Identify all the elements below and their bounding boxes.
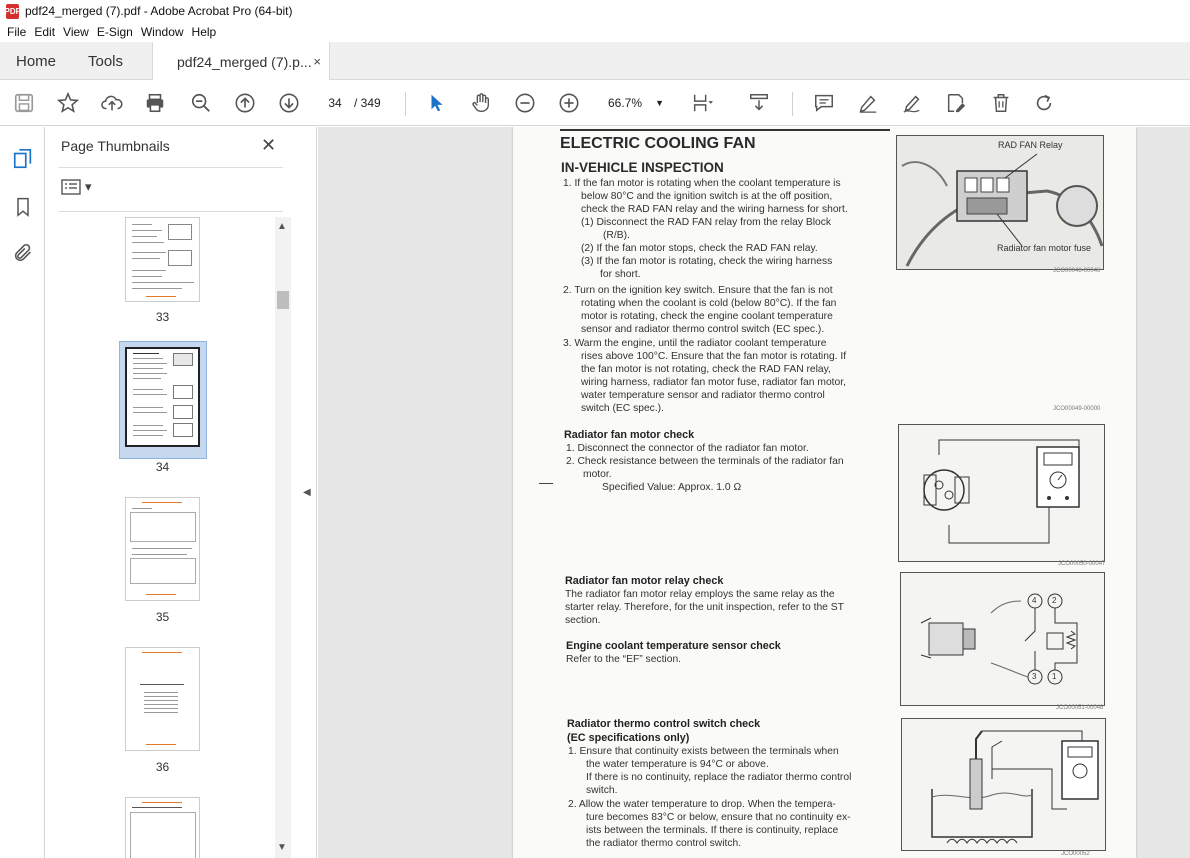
thumbnails-list [45, 217, 291, 858]
left-navigation-rail [0, 127, 45, 858]
pin-label: 3 [1032, 672, 1037, 681]
thumbnail-label: 35 [155, 610, 170, 624]
menu-edit[interactable]: Edit [34, 25, 56, 39]
thumbnail-page[interactable] [125, 497, 200, 601]
scroll-mode-icon[interactable] [747, 91, 771, 115]
thumbnail-figure [173, 405, 193, 419]
zoom-out-search-icon[interactable] [189, 91, 213, 115]
body-text: starter relay. Therefore, for the unit inspection, refer to the ST [565, 602, 844, 613]
delete-trash-icon[interactable] [989, 91, 1013, 115]
toolbar-divider [405, 92, 406, 116]
step-text: water temperature sensor and radiator thermo control [581, 390, 825, 401]
page-number-input[interactable]: 34 [328, 96, 342, 110]
page-display-icon[interactable] [690, 91, 714, 115]
step-text: 2. Allow the water temperature to drop. When the tempera- [568, 799, 836, 810]
zoom-in-icon[interactable] [557, 91, 581, 115]
scroll-down-icon[interactable]: ▼ [277, 842, 287, 853]
list-options-icon [61, 179, 81, 195]
page-thumbnails-icon[interactable] [11, 147, 35, 171]
step-text: check the RAD FAN relay and the wiring harness for short. [581, 204, 848, 215]
document-view[interactable] [318, 127, 1190, 858]
menu-view[interactable]: View [63, 25, 89, 39]
thumbnail-page[interactable] [125, 647, 200, 751]
next-page-icon[interactable] [277, 91, 301, 115]
step-text: (R/B). [603, 230, 630, 241]
fan-motor-resistance-diagram [898, 424, 1105, 562]
thumbnail-table [130, 512, 196, 542]
subsection-heading: Radiator fan motor relay check [565, 575, 724, 587]
thumbnail-figure [173, 423, 193, 437]
step-text: wiring harness, radiator fan motor fuse, radiator fan motor, [581, 377, 846, 388]
scroll-up-icon[interactable]: ▲ [277, 221, 287, 232]
figure-code: JCO00052 [1061, 851, 1090, 857]
thumbnails-scrollbar[interactable] [275, 217, 291, 858]
step-text: 1. If the fan motor is rotating when the coolant temperature is [563, 178, 841, 189]
menu-bar [0, 22, 1190, 42]
thumbnail-page[interactable] [125, 797, 200, 858]
zoom-level-value: 66.7% [608, 96, 643, 110]
figure-code: JCO00050-00047 [1058, 561, 1106, 567]
menu-window[interactable]: Window [140, 25, 184, 39]
thumbnail-label: 36 [155, 760, 170, 774]
step-text: the water temperature is 94°C or above. [586, 759, 769, 770]
step-text: (2) If the fan motor stops, check the RAD FAN relay. [581, 243, 818, 254]
step-text: rotating when the coolant is cold (below 80°C). If the fan [581, 298, 837, 309]
step-text: If there is no continuity, replace the radiator thermo control [586, 772, 852, 783]
toolbar-divider [792, 92, 793, 116]
subsection-heading: Radiator thermo control switch check [567, 718, 761, 730]
step-text: motor is rotating, check the engine coolant temperature [581, 311, 833, 322]
menu-esign[interactable]: E-Sign [96, 25, 133, 39]
step-text: 3. Warm the engine, until the radiator coolant temperature [563, 338, 827, 349]
rotate-icon[interactable] [1032, 91, 1056, 115]
pin-label: 2 [1052, 596, 1057, 605]
thumbnail-figure [168, 224, 192, 240]
pin-label: 4 [1032, 596, 1037, 605]
acrobat-pdf-icon: PDF [6, 4, 19, 19]
menu-file[interactable]: File [7, 25, 27, 39]
step-text: 1. Disconnect the connector of the radiator fan motor. [566, 443, 809, 454]
tab-home[interactable]: Home [16, 52, 57, 70]
thumbnail-page-selected[interactable] [125, 347, 200, 447]
zoom-dropdown-arrow-icon: ▼ [655, 98, 664, 108]
body-text: Refer to the “EF” section. [566, 654, 682, 665]
pdf-page [513, 127, 1136, 858]
attachments-paperclip-icon[interactable] [11, 241, 35, 265]
tab-document[interactable] [152, 42, 330, 81]
step-text: ists between the terminals. If there is continuity, replace [586, 825, 839, 836]
close-panel-icon[interactable]: ✕ [261, 135, 277, 155]
page-heading: ELECTRIC COOLING FAN [560, 135, 756, 152]
thumbnail-label: 33 [155, 310, 170, 324]
panel-divider [59, 211, 283, 212]
subsection-heading: (EC specifications only) [567, 732, 690, 744]
thumbnail-label: 34 [155, 460, 170, 474]
comment-icon[interactable] [812, 91, 836, 115]
section-heading: IN-VEHICLE INSPECTION [561, 160, 724, 175]
thumbnail-table [130, 812, 196, 858]
figure-label: RAD FAN Relay [998, 140, 1063, 150]
zoom-out-icon[interactable] [513, 91, 537, 115]
step-text: sensor and radiator thermo control switch (EC spec.). [581, 324, 825, 335]
step-text: 2. Turn on the ignition key switch. Ensure that the fan is not [563, 285, 833, 296]
menu-help[interactable]: Help [191, 25, 217, 39]
body-text: The radiator fan motor relay employs the same relay as the [565, 589, 835, 600]
figure-code: JCO00048-00046 [1053, 268, 1101, 274]
step-text: ture becomes 83°C or below, ensure that no continuity ex- [586, 812, 851, 823]
step-text: switch. [586, 785, 618, 796]
upload-cloud-icon[interactable] [100, 91, 124, 115]
subsection-heading: Engine coolant temperature sensor check [566, 640, 781, 652]
step-text: 2. Check resistance between the terminals of the radiator fan [566, 456, 844, 467]
step-text: the fan motor is not rotating, check the RAD FAN relay, [581, 364, 831, 375]
fill-sign-icon[interactable] [944, 91, 968, 115]
draw-sign-icon[interactable] [900, 91, 924, 115]
step-text: motor. [583, 469, 612, 480]
thumbnail-options-button[interactable] [61, 179, 92, 195]
spec-value: Specified Value: Approx. 1.0 Ω [602, 482, 742, 493]
zoom-level-dropdown[interactable] [602, 91, 668, 115]
thumbnail-table [130, 558, 196, 584]
thumbnails-panel-title: Page Thumbnails [61, 138, 170, 154]
bookmarks-icon[interactable] [11, 195, 35, 219]
panel-divider [59, 167, 283, 168]
pin-label: 1 [1052, 672, 1057, 681]
thumbnail-figure [168, 250, 192, 266]
toolbar [0, 80, 1190, 126]
tab-tools[interactable]: Tools [88, 52, 124, 70]
scrollbar-thumb[interactable] [277, 291, 289, 309]
hand-tool-icon[interactable] [469, 91, 493, 115]
select-cursor-icon[interactable] [425, 91, 449, 115]
highlight-pen-icon[interactable] [856, 91, 880, 115]
step-text: rises above 100°C. Ensure that the fan motor is rotating. If [581, 351, 847, 362]
thumbnail-page[interactable] [125, 217, 200, 302]
title-bar [0, 0, 1190, 22]
options-arrow-icon: ▾ [85, 179, 92, 194]
previous-page-icon[interactable] [233, 91, 257, 115]
step-text: (1) Disconnect the RAD FAN relay from the relay Block [581, 217, 832, 228]
save-icon[interactable] [12, 91, 36, 115]
figure-code: JCO00051-00048 [1056, 705, 1104, 711]
figure-label: Radiator fan motor fuse [997, 243, 1092, 253]
page-rule [560, 129, 890, 131]
thumbnail-figure [173, 385, 193, 399]
bookmark-star-icon[interactable] [56, 91, 80, 115]
step-text: (3) If the fan motor is rotating, check the wiring harness [581, 256, 833, 267]
window-title: pdf24_merged (7).pdf - Adobe Acrobat Pro (64-bit) [25, 4, 293, 18]
step-text: below 80°C and the ignition switch is at the off position, [581, 191, 833, 202]
collapse-left-icon[interactable]: ◀ [303, 487, 311, 498]
figure-code: JCO00049-00000 [1053, 406, 1101, 412]
margin-mark [539, 483, 553, 484]
print-icon[interactable] [143, 91, 167, 115]
step-text: for short. [600, 269, 641, 280]
collapse-panel-strip[interactable] [297, 127, 317, 858]
relay-schematic-diagram [900, 572, 1105, 706]
step-text: switch (EC spec.). [581, 403, 664, 414]
body-text: section. [565, 615, 601, 626]
thumbnail-figure [173, 353, 193, 366]
tab-close-icon[interactable]: × [313, 54, 321, 69]
subsection-heading: Radiator fan motor check [564, 429, 695, 441]
tab-document-label: pdf24_merged (7).p... [177, 53, 312, 70]
thumbnails-panel [45, 127, 297, 858]
step-text: the radiator thermo control switch. [586, 838, 742, 849]
thermo-switch-test-diagram [901, 718, 1106, 851]
tab-bar [0, 42, 1190, 80]
step-text: 1. Ensure that continuity exists between the terminals when [568, 746, 839, 757]
page-total-label: / 349 [354, 96, 381, 110]
